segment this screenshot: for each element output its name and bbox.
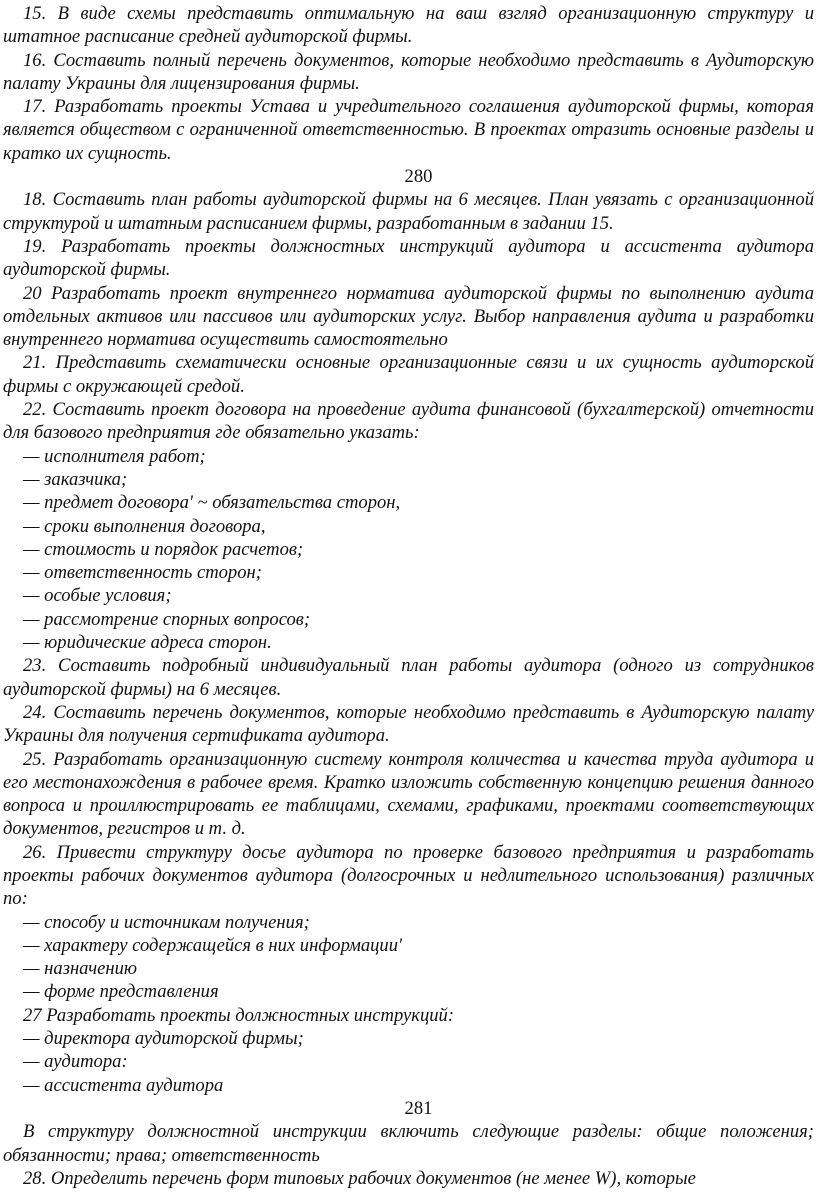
paragraph-24: 24. Составить перечень документов, которые необходимо представить в Аудиторскую палату Украины для получения сертификата аудитора. <box>3 701 814 747</box>
paragraph-23: 23. Составить подробный индивидуальный план работы аудитора (одного из сотрудников аудиторской фирмы) на 6 месяцев. <box>3 655 814 700</box>
list-item: — форме представления <box>23 981 219 1003</box>
list-item: — способу и источникам получения; <box>23 911 310 933</box>
list-item: — назначению <box>23 958 137 980</box>
page-number: 280 <box>404 166 433 188</box>
list-item: — рассмотрение спорных вопросов; <box>23 608 311 630</box>
list-item: — характеру содержащейся в них информации' <box>23 934 402 956</box>
list-item: — стоимость и порядок расчетов; <box>23 538 304 560</box>
list-item: — ассистента аудитора <box>23 1074 224 1096</box>
paragraph-26: 26. Привести структуру досье аудитора по проверке базового предприятия и разработать проекты рабочих документов аудитора (долгосрочных и недлительного использования) различных по: <box>3 841 814 910</box>
list-item: — особые условия; <box>23 585 172 607</box>
page-number: 281 <box>404 1097 433 1119</box>
paragraph-20: 20 Разработать проект внутреннего норматива аудиторской фирмы по выполнению аудита отдельных активов или пассивов или аудиторских услуг. Выбор направления аудита и разработки внутреннего норматива осуществить самостоятельно <box>3 282 814 351</box>
paragraph-25: 25. Разработать организационную систему контроля количества и качества труда аудитора и его местонахождения в рабочее время. Кратко изложить собственную концепцию решения данного вопроса и проиллюстрировать ее таблицами, схемами, графиками, проектами соответствующих документов, регистров и т. д. <box>3 748 814 840</box>
paragraph-15: 15. В виде схемы представить оптимальную на ваш взгляд организационную структуру и штатное расписание средней аудиторской фирмы. <box>3 3 814 48</box>
paragraph-17: 17. Разработать проекты Устава и учредительного соглашения аудиторской фирмы, которая является обществом с ограниченной ответственностью. В проектах отразить основные разделы и кратко их сущность. <box>3 96 814 164</box>
list-item: — директора аудиторской фирмы; <box>23 1028 304 1050</box>
paragraph-22: 22. Составить проект договора на проведение аудита финансовой (бухгалтерской) отчетности для базового предприятия где обязательно указать: <box>3 399 814 444</box>
list-item: — аудитора: <box>23 1051 128 1073</box>
list-item: — предмет договора' ~ обязательства сторон, <box>23 492 401 514</box>
paragraph-16: 16. Составить полный перечень документов, которые необходимо представить в Аудиторскую палату Украины для лицензирования фирмы. <box>3 49 814 94</box>
paragraph-18: 18. Составить план работы аудиторской фирмы на 6 месяцев. План увязать с организационной структурой и штатным расписанием фирмы, разработанным в задании 15. <box>3 189 814 234</box>
list-item: — ответственность сторон; <box>23 562 262 584</box>
list-item: — заказчика; <box>23 468 128 490</box>
paragraph-27: 27 Разработать проекты должностных инструкций: <box>23 1004 455 1026</box>
list-item: — юридические адреса сторон. <box>23 632 272 654</box>
paragraph-instruction-structure: В структуру должностной инструкции включить следующие разделы: общие положения; обязанности; права; ответственность <box>3 1121 814 1166</box>
paragraph-19: 19. Разработать проекты должностных инструкций аудитора и ассистента аудитора аудиторской фирмы. <box>3 235 814 281</box>
paragraph-28: 28. Определить перечень форм типовых рабочих документов (не менее W), которые <box>23 1167 696 1189</box>
list-item: — исполнителя работ; <box>23 445 206 467</box>
paragraph-21: 21. Представить схематически основные организационные связи и их сущность аудиторской фирмы с окружающей средой. <box>3 352 814 397</box>
list-item: — сроки выполнения договора, <box>23 515 266 537</box>
